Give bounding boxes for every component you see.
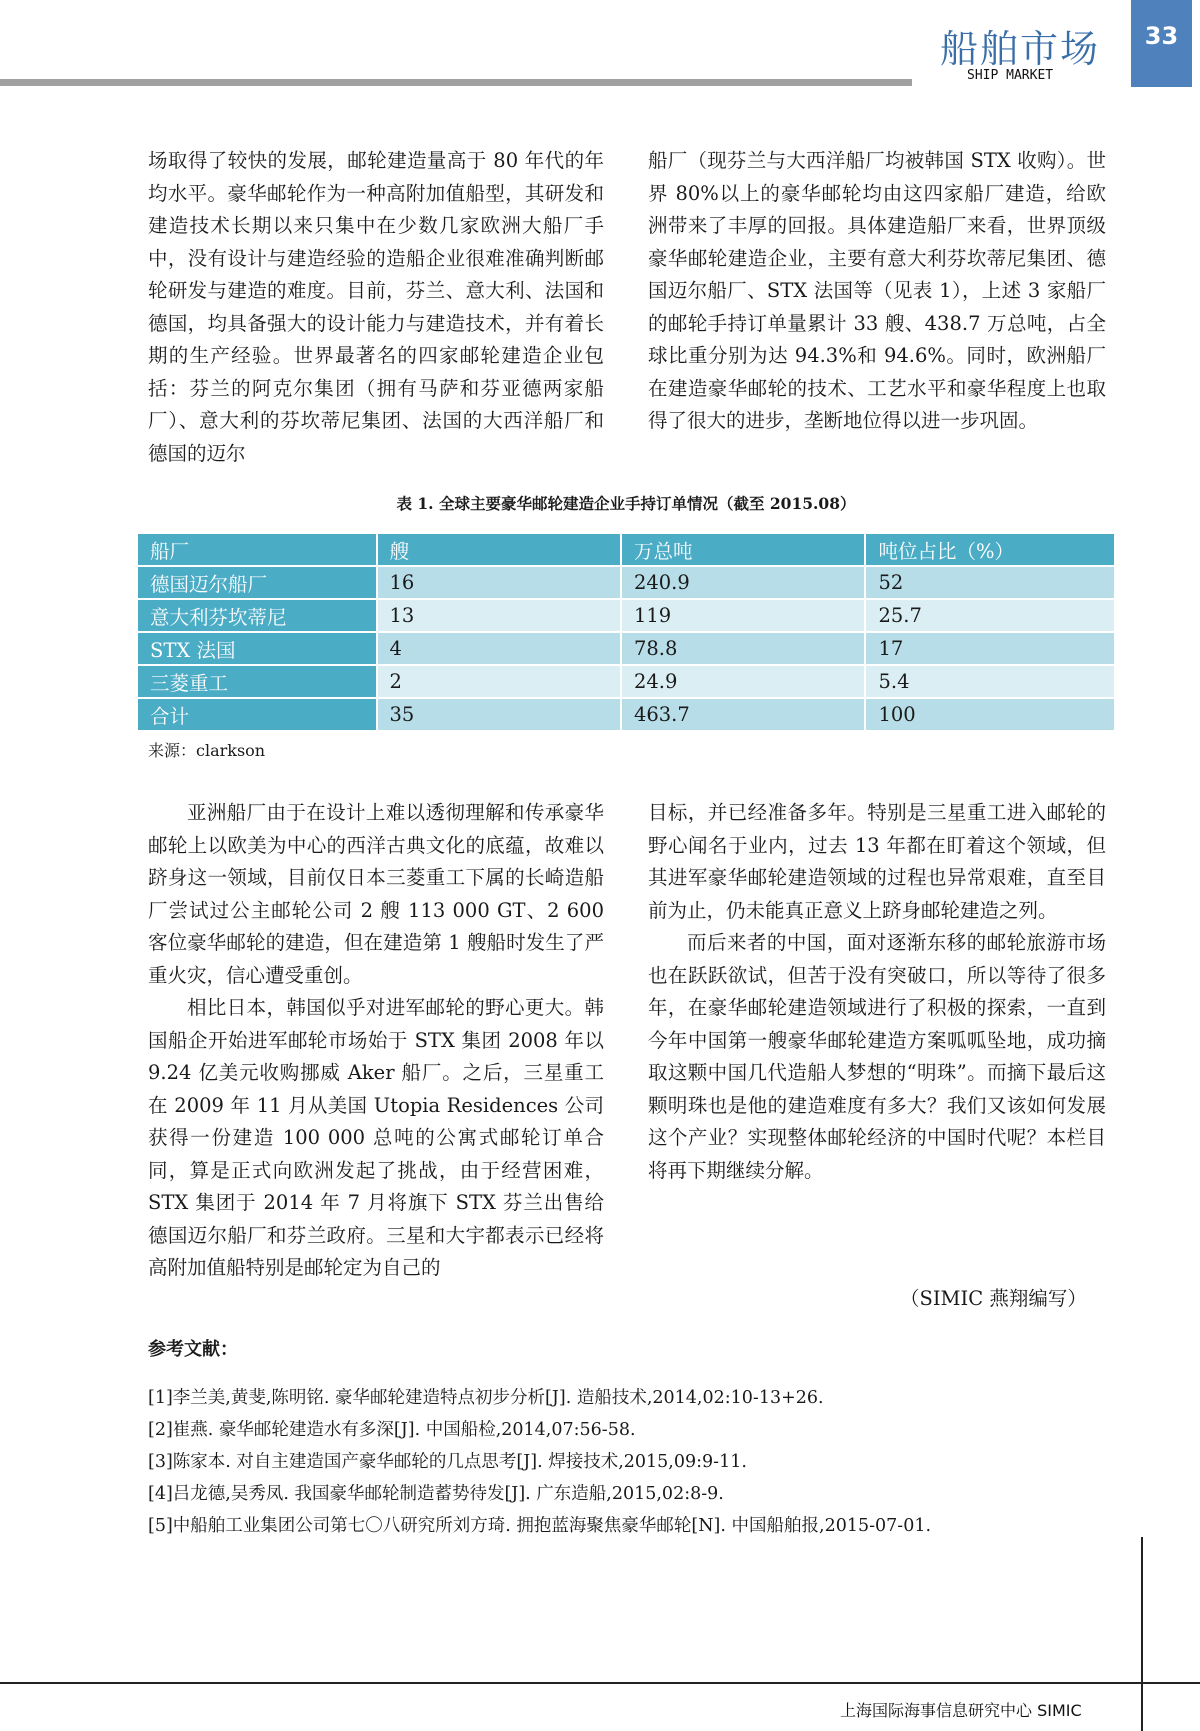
cell-ships: 4 <box>377 632 621 665</box>
article-column-right-bottom <box>648 797 1106 1187</box>
column-header-share: 吨位占比（%） <box>865 533 1115 566</box>
paragraph: 亚洲船厂由于在设计上难以透彻理解和传承豪华邮轮上以欧美为中心的西洋古典文化的底蕴，故难以跻身这一领域，目前仅日本三菱重工下属的长崎造船厂尝试过公主邮轮公司 2 艘 113 000 GT、2 600 客位豪华邮轮的建造，但在建造第 1 艘船时发生了严重火灾，信心遭受重创。 <box>148 801 604 987</box>
reference-item: [5]中船舶工业集团公司第七〇八研究所刘方琦. 拥抱蓝海聚焦豪华邮轮[N]. 中国船舶报,2015-07-01. <box>148 1516 932 1536</box>
table-source: 来源：clarkson <box>148 741 266 760</box>
cell-share: 25.7 <box>865 599 1115 632</box>
cell-gt: 463.7 <box>621 698 866 731</box>
page-number-badge <box>1131 0 1192 87</box>
cell-share: 52 <box>865 566 1115 599</box>
cell-gt: 24.9 <box>621 665 866 698</box>
references-list <box>148 1382 1108 1542</box>
cell-shipyard: 合计 <box>137 698 377 731</box>
footer-organization: 上海国际海事信息研究中心 SIMIC <box>840 1701 1082 1720</box>
cell-ships: 2 <box>377 665 621 698</box>
cell-gt: 78.8 <box>621 632 866 665</box>
cell-gt: 240.9 <box>621 566 866 599</box>
cell-ships: 16 <box>377 566 621 599</box>
orders-table <box>136 532 1116 732</box>
cell-ships: 13 <box>377 599 621 632</box>
table-header-row <box>137 533 1115 566</box>
paragraph: 而后来者的中国，面对逐渐东移的邮轮旅游市场也在跃跃欲试，但苦于没有突破口，所以等待了很多年，在豪华邮轮建造领域进行了积极的探索，一直到今年中国第一艘豪华邮轮建造方案呱呱坠地，成功摘取这颗中国几代造船人梦想的“明珠”。而摘下最后这颗明珠也是他的建造难度有多大？我们又该如何发展这个产业？实现整体邮轮经济的中国时代呢？本栏目将再下期继续分解。 <box>648 931 1106 1182</box>
cell-shipyard: STX 法国 <box>137 632 377 665</box>
paragraph: 目标，并已经准备多年。特别是三星重工进入邮轮的野心闻名于业内，过去 13 年都在盯着这个领域，但其进军豪华邮轮建造领域的过程也异常艰难，直至目前为止，仍未能真正意义上跻身邮轮建造之列。 <box>648 801 1106 922</box>
reference-item: [4]吕龙德,吴秀凤. 我国豪华邮轮制造蓄势待发[J]. 广东造船,2015,02:8-9. <box>148 1484 724 1504</box>
paragraph: 场取得了较快的发展，邮轮建造量高于 80 年代的年均水平。豪华邮轮作为一种高附加值船型，其研发和建造技术长期以来只集中在少数几家欧洲大船厂手中，没有设计与建造经验的造船企业很难准确判断邮轮研发与建造的难度。目前，芬兰、意大利、法国和德国，均具备强大的设计能力与建造技术，并有着长期的生产经验。世界最著名的四家邮轮建造企业包括：芬兰的阿克尔集团（拥有马萨和芬亚德两家船厂）、意大利的芬坎蒂尼集团、法国的大西洋船厂和德国的迈尔 <box>148 149 604 465</box>
author-signature: （SIMIC 燕翔编写） <box>900 1287 1087 1310</box>
column-header-gt: 万总吨 <box>621 533 866 566</box>
cell-shipyard: 三菱重工 <box>137 665 377 698</box>
reference-item: [1]李兰美,黄斐,陈明铭. 豪华邮轮建造特点初步分析[J]. 造船技术,2014,02:10-13+26. <box>148 1388 824 1408</box>
footer-horizontal-rule <box>0 1682 1200 1684</box>
cell-share: 100 <box>865 698 1115 731</box>
page-number: 33 <box>1144 22 1179 50</box>
references-heading: 参考文献： <box>148 1339 238 1360</box>
table-row <box>137 665 1115 698</box>
paragraph: 船厂（现芬兰与大西洋船厂均被韩国 STX 收购）。世界 80%以上的豪华邮轮均由这四家船厂建造，给欧洲带来了丰厚的回报。具体建造船厂来看，世界顶级豪华邮轮建造企业，主要有意大利芬坎蒂尼集团、德国迈尔船厂、STX 法国等（见表 1），上述 3 家船厂的邮轮手持订单量累计 33 艘、438.7 万总吨，占全球比重分别为达 94.3%和 94.6%。同时，欧洲船厂在建造豪华邮轮的技术、工艺水平和豪华程度上也取得了很大的进步，垄断地位得以进一步巩固。 <box>648 149 1106 432</box>
table-row <box>137 632 1115 665</box>
table-caption: 表 1. 全球主要豪华邮轮建造企业手持订单情况（截至 2015.08） <box>396 494 856 513</box>
column-header-ships: 艘 <box>377 533 621 566</box>
cell-ships: 35 <box>377 698 621 731</box>
column-header-shipyard: 船厂 <box>137 533 377 566</box>
reference-item: [3]陈家本. 对自主建造国产豪华邮轮的几点思考[J]. 焊接技术,2015,09:9-11. <box>148 1452 747 1472</box>
footer-vertical-rule <box>1141 1537 1143 1731</box>
article-column-right-top <box>648 145 1106 438</box>
table-total-row <box>137 698 1115 731</box>
cell-share: 5.4 <box>865 665 1115 698</box>
reference-item: [2]崔燕. 豪华邮轮建造水有多深[J]. 中国船检,2014,07:56-58. <box>148 1420 636 1440</box>
paragraph: 相比日本，韩国似乎对进军邮轮的野心更大。韩国船企开始进军邮轮市场始于 STX 集团 2008 年以 9.24 亿美元收购挪威 Aker 船厂。之后，三星重工在 2009 年 11 月从美国 Utopia Residences 公司获得一份建造 100 000 总吨的公寓式邮轮订单合同，算是正式向欧洲发起了挑战，由于经营困难，STX 集团于 2014 年 7 月将旗下 STX 芬兰出售给德国迈尔船厂和芬兰政府。三星和大宇都表示已经将高附加值船特别是邮轮定为自己的 <box>148 996 604 1279</box>
cell-shipyard: 意大利芬坎蒂尼 <box>137 599 377 632</box>
article-column-left-top <box>148 145 604 470</box>
article-column-left-bottom <box>148 797 604 1285</box>
header-divider-bar <box>0 79 912 86</box>
table-row <box>137 566 1115 599</box>
table-row <box>137 599 1115 632</box>
cell-shipyard: 德国迈尔船厂 <box>137 566 377 599</box>
cell-gt: 119 <box>621 599 866 632</box>
section-title: 船舶市场 <box>940 27 1101 71</box>
section-subtitle: SHIP MARKET <box>967 68 1054 83</box>
cell-share: 17 <box>865 632 1115 665</box>
